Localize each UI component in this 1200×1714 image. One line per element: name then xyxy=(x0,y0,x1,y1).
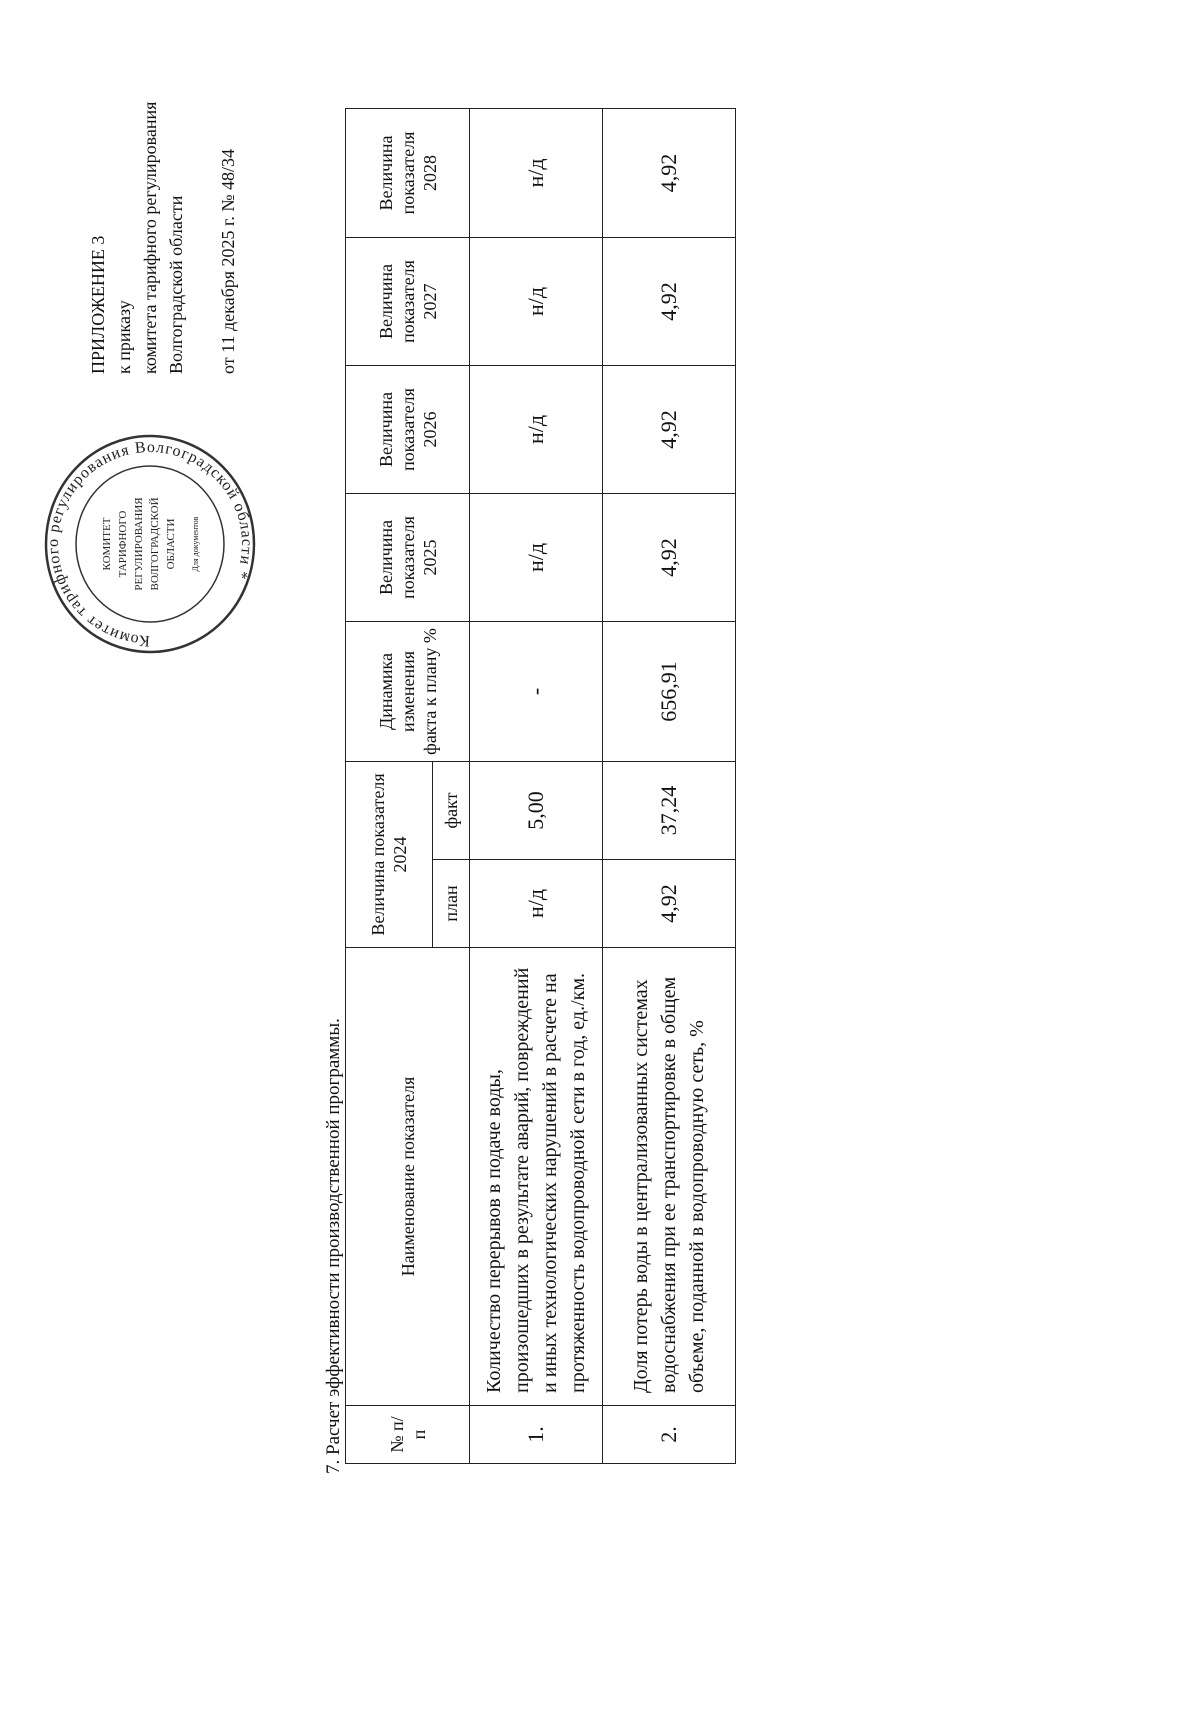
cell-2027: н/д xyxy=(470,237,603,365)
header-2028: Величина показателя 2028 xyxy=(346,108,470,237)
official-seal-stamp xyxy=(40,384,260,704)
cell-dynamics: 656,91 xyxy=(603,621,736,761)
cell-fact: 5,00 xyxy=(470,761,603,859)
cell-num: 2. xyxy=(603,1406,736,1464)
header-2025: Величина показателя 2025 xyxy=(346,493,470,621)
header-line: комитета тарифного регулирования xyxy=(140,101,160,374)
header-2027: Величина показателя 2027 xyxy=(346,237,470,365)
table-row xyxy=(470,108,603,1463)
seal-small-text: Для документов xyxy=(191,516,200,572)
cell-fact: 37,24 xyxy=(603,761,736,859)
header-num: № п/п xyxy=(346,1406,470,1464)
header-fact: факт xyxy=(433,761,470,859)
header-line: Волгоградской области xyxy=(166,195,186,374)
seal-line: ОБЛАСТИ xyxy=(165,518,177,570)
seal-line: ТАРИФНОГО xyxy=(117,510,129,578)
order-date: от 11 декабря 2025 г. № 48/34 xyxy=(218,148,238,374)
cell-2025: 4,92 xyxy=(603,493,736,621)
cell-2028: н/д xyxy=(470,108,603,237)
cell-plan: н/д xyxy=(470,860,603,948)
header-line: к приказу xyxy=(114,300,134,374)
seal-ring-text: Комитет тарифного регулирования Волгоградской области * xyxy=(44,438,256,650)
table-row xyxy=(603,108,736,1463)
seal-line: КОМИТЕТ xyxy=(101,517,113,571)
header-2024: Величина показателя 2024 xyxy=(346,761,433,947)
cell-2026: 4,92 xyxy=(603,365,736,493)
seal-line: ВОЛГОГРАДСКОЙ xyxy=(149,497,161,591)
performance-table xyxy=(345,108,736,1464)
cell-num: 1. xyxy=(470,1406,603,1464)
header-plan: план xyxy=(433,860,470,948)
section-title: 7. Расчет эффективности производственной программы. xyxy=(323,1018,344,1474)
cell-plan: 4,92 xyxy=(603,860,736,948)
cell-dynamics: - xyxy=(470,621,603,761)
annex-title: ПРИЛОЖЕНИЕ 3 xyxy=(88,235,108,374)
cell-2028: 4,92 xyxy=(603,108,736,237)
cell-2027: 4,92 xyxy=(603,237,736,365)
annex-header xyxy=(85,14,241,374)
cell-name: Количество перерывов в подаче воды, произошедших в результате аварий, повреждений и иных технологических нарушений в расчете на протяженность водопроводной сети в год, ед./км. xyxy=(470,948,603,1406)
cell-name: Доля потерь воды в централизованных системах водоснабжения при ее транспортировке в общем объеме, поданной в водопроводную сеть, % xyxy=(603,948,736,1406)
cell-2026: н/д xyxy=(470,365,603,493)
seal-line: РЕГУЛИРОВАНИЯ xyxy=(133,497,145,591)
cell-2025: н/д xyxy=(470,493,603,621)
header-name: Наименование показателя xyxy=(346,948,470,1406)
header-2026: Величина показателя 2026 xyxy=(346,365,470,493)
header-dynamics: Динамика изменения факта к плану % xyxy=(346,621,470,761)
